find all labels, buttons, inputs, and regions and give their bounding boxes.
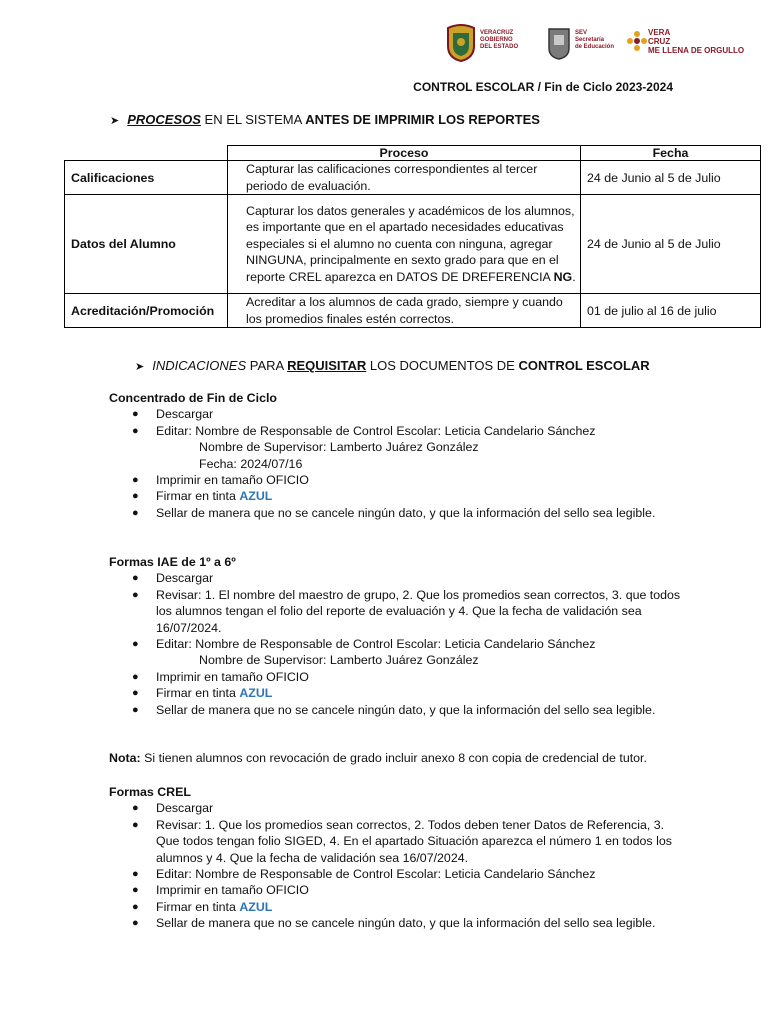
veracruz-logo-text: VERACRUZ GOBIERNO DEL ESTADO	[480, 30, 519, 50]
item-text: Imprimir en tamaño OFICIO	[156, 473, 309, 488]
bullet-icon: ●	[132, 900, 139, 913]
table-row	[65, 294, 761, 328]
iae-list	[109, 570, 689, 718]
item-text: Sellar de manera que no se cancele ningún dato, y que la información del sello sea legible.	[156, 916, 656, 931]
row-proceso: Acreditar a los alumnos de cada grado, siempre y cuando los promedios finales estén correctos.	[228, 294, 581, 328]
item-text: Editar: Nombre de Responsable de Control Escolar: Leticia Candelario Sánchez	[156, 867, 596, 882]
azul-text: AZUL	[239, 489, 273, 504]
list-subitem	[109, 652, 689, 668]
item-text: Sellar de manera que no se cancele ningún dato, y que la información del sello sea legible.	[156, 702, 656, 717]
table-row	[65, 195, 761, 294]
row-label: Calificaciones	[65, 161, 228, 195]
table-header-fecha: Fecha	[581, 146, 761, 161]
item-text: Revisar: 1. El nombre del maestro de grupo, 2. Que los promedios sean correctos, 3. que todos los alumnos tengan el folio del reporte de evaluación y 4. Que la fecha de validación sea 16/07/2024.	[156, 587, 681, 635]
list-item	[109, 472, 689, 488]
item-text: Editar: Nombre de Responsable de Control Escolar: Leticia Candelario Sánchez	[156, 637, 596, 652]
azul-text: AZUL	[239, 899, 273, 914]
row-fecha: 01 de julio al 16 de julio	[581, 294, 761, 328]
iae-section	[109, 554, 689, 718]
indicaciones-heading-middle: PARA	[246, 358, 288, 373]
bullet-icon: ●	[132, 638, 139, 651]
row-fecha: 24 de Junio al 5 de Julio	[581, 161, 761, 195]
item-text: Fecha: 2024/07/16	[199, 456, 303, 471]
crel-list	[109, 800, 689, 931]
list-item	[109, 702, 689, 718]
item-text: Descargar	[156, 801, 214, 816]
bullet-icon: ●	[132, 424, 139, 437]
item-text: Firmar en tinta	[156, 899, 240, 914]
list-item	[109, 423, 689, 439]
list-subitem	[109, 456, 689, 472]
bullet-icon: ●	[132, 687, 139, 700]
procesos-table	[64, 145, 761, 328]
list-item	[109, 570, 689, 586]
bullet-icon: ●	[132, 884, 139, 897]
nota	[109, 751, 647, 765]
item-text: Imprimir en tamaño OFICIO	[156, 883, 309, 898]
iae-title: Formas IAE de 1º a 6º	[109, 555, 236, 569]
row-proceso-text: Capturar los datos generales y académicos de los alumnos, es importante que en el apartado necesidades educativas especiales si el alumno no cuenta con ninguna, agregar NINGUNA, principalmente en sexto grado para que en el reporte CREL aparezca en DATOS DE DREFERENCIA	[246, 203, 575, 284]
list-item	[109, 899, 689, 915]
page-title: CONTROL ESCOLAR / Fin de Ciclo 2023-2024	[413, 80, 673, 94]
list-item	[109, 505, 689, 521]
bullet-icon: ●	[132, 670, 139, 683]
list-item	[109, 488, 689, 504]
item-text: Nombre de Supervisor: Lamberto Juárez González	[199, 440, 479, 455]
procesos-heading	[110, 112, 540, 127]
row-label: Acreditación/Promoción	[65, 294, 228, 328]
list-item	[109, 817, 689, 866]
bullet-icon: ●	[132, 868, 139, 881]
bullet-icon: ●	[132, 572, 139, 585]
list-item	[109, 882, 689, 898]
arrow-bullet-icon: ➤	[135, 361, 145, 373]
bullet-icon: ●	[132, 818, 139, 831]
item-text: Sellar de manera que no se cancele ningún dato, y que la información del sello sea legible.	[156, 505, 656, 520]
row-proceso: Capturar las calificaciones correspondientes al tercer periodo de evaluación.	[228, 161, 581, 195]
header-logos	[444, 22, 745, 64]
sev-logo	[546, 22, 616, 64]
crel-section	[109, 784, 689, 932]
bullet-icon: ●	[132, 802, 139, 815]
crel-title: Formas CREL	[109, 785, 191, 799]
nota-text: Si tienen alumnos con revocación de grado incluir anexo 8 con copia de credencial de tutor.	[140, 751, 647, 765]
row-proceso-bold: NG	[553, 269, 573, 284]
item-text: Imprimir en tamaño OFICIO	[156, 669, 309, 684]
item-text: Descargar	[156, 407, 214, 422]
arrow-bullet-icon: ➤	[110, 115, 120, 127]
indicaciones-heading	[135, 358, 650, 373]
bullet-icon: ●	[132, 474, 139, 487]
item-text: Descargar	[156, 571, 214, 586]
list-item	[109, 636, 689, 652]
row-label: Datos del Alumno	[65, 195, 228, 294]
sev-logo-text: SEV Secretaría de Educación	[575, 30, 615, 50]
indicaciones-heading-italic: INDICACIONES	[152, 358, 247, 373]
item-text: Nombre de Supervisor: Lamberto Juárez González	[199, 653, 479, 668]
procesos-heading-middle: EN EL SISTEMA	[200, 112, 306, 127]
bullet-icon: ●	[132, 588, 139, 601]
table-header-proceso: Proceso	[228, 146, 581, 161]
list-item	[109, 669, 689, 685]
bullet-icon: ●	[132, 490, 139, 503]
table-row	[65, 161, 761, 195]
bullet-icon: ●	[132, 506, 139, 519]
procesos-heading-italic: PROCESOS	[127, 112, 201, 127]
concentrado-section	[109, 390, 689, 521]
list-item	[109, 406, 689, 422]
table-header-empty	[65, 146, 228, 161]
veracruz-me-llena-text: VERA CRUZ ME LLENA DE ORGULLO	[648, 28, 745, 55]
list-subitem	[109, 439, 689, 455]
bullet-icon: ●	[132, 917, 139, 930]
list-item	[109, 587, 689, 636]
bullet-icon: ●	[132, 408, 139, 421]
concentrado-title: Concentrado de Fin de Ciclo	[109, 391, 277, 405]
row-proceso	[228, 195, 581, 294]
item-text: Firmar en tinta	[156, 686, 240, 701]
nota-label: Nota:	[109, 751, 141, 765]
row-proceso-end: .	[572, 269, 576, 284]
item-text: Editar: Nombre de Responsable de Control Escolar: Leticia Candelario Sánchez	[156, 423, 596, 438]
list-item	[109, 685, 689, 701]
veracruz-me-llena-logo	[626, 22, 745, 64]
list-item	[109, 866, 689, 882]
indicaciones-heading-bold: CONTROL ESCOLAR	[518, 358, 650, 373]
row-fecha: 24 de Junio al 5 de Julio	[581, 195, 761, 294]
table-header-row	[65, 146, 761, 161]
list-item	[109, 915, 689, 931]
item-text: Firmar en tinta	[156, 489, 240, 504]
veracruz-gobierno-logo	[444, 22, 534, 64]
bullet-icon: ●	[132, 703, 139, 716]
item-text: Revisar: 1. Que los promedios sean correctos, 2. Todos deben tener Datos de Referencia, 3. Que todos tengan folio SIGED, 4. En el apartado Situación aparezca el número 1 en todos los alumnos y 4. Que la fecha de validación sea 16/07/2024.	[156, 817, 672, 865]
indicaciones-heading-middle2: LOS DOCUMENTOS DE	[366, 358, 519, 373]
azul-text: AZUL	[239, 686, 273, 701]
procesos-heading-bold: ANTES DE IMPRIMIR LOS REPORTES	[305, 112, 540, 127]
indicaciones-heading-underlined: REQUISITAR	[287, 358, 367, 373]
concentrado-list	[109, 406, 689, 521]
list-item	[109, 800, 689, 816]
